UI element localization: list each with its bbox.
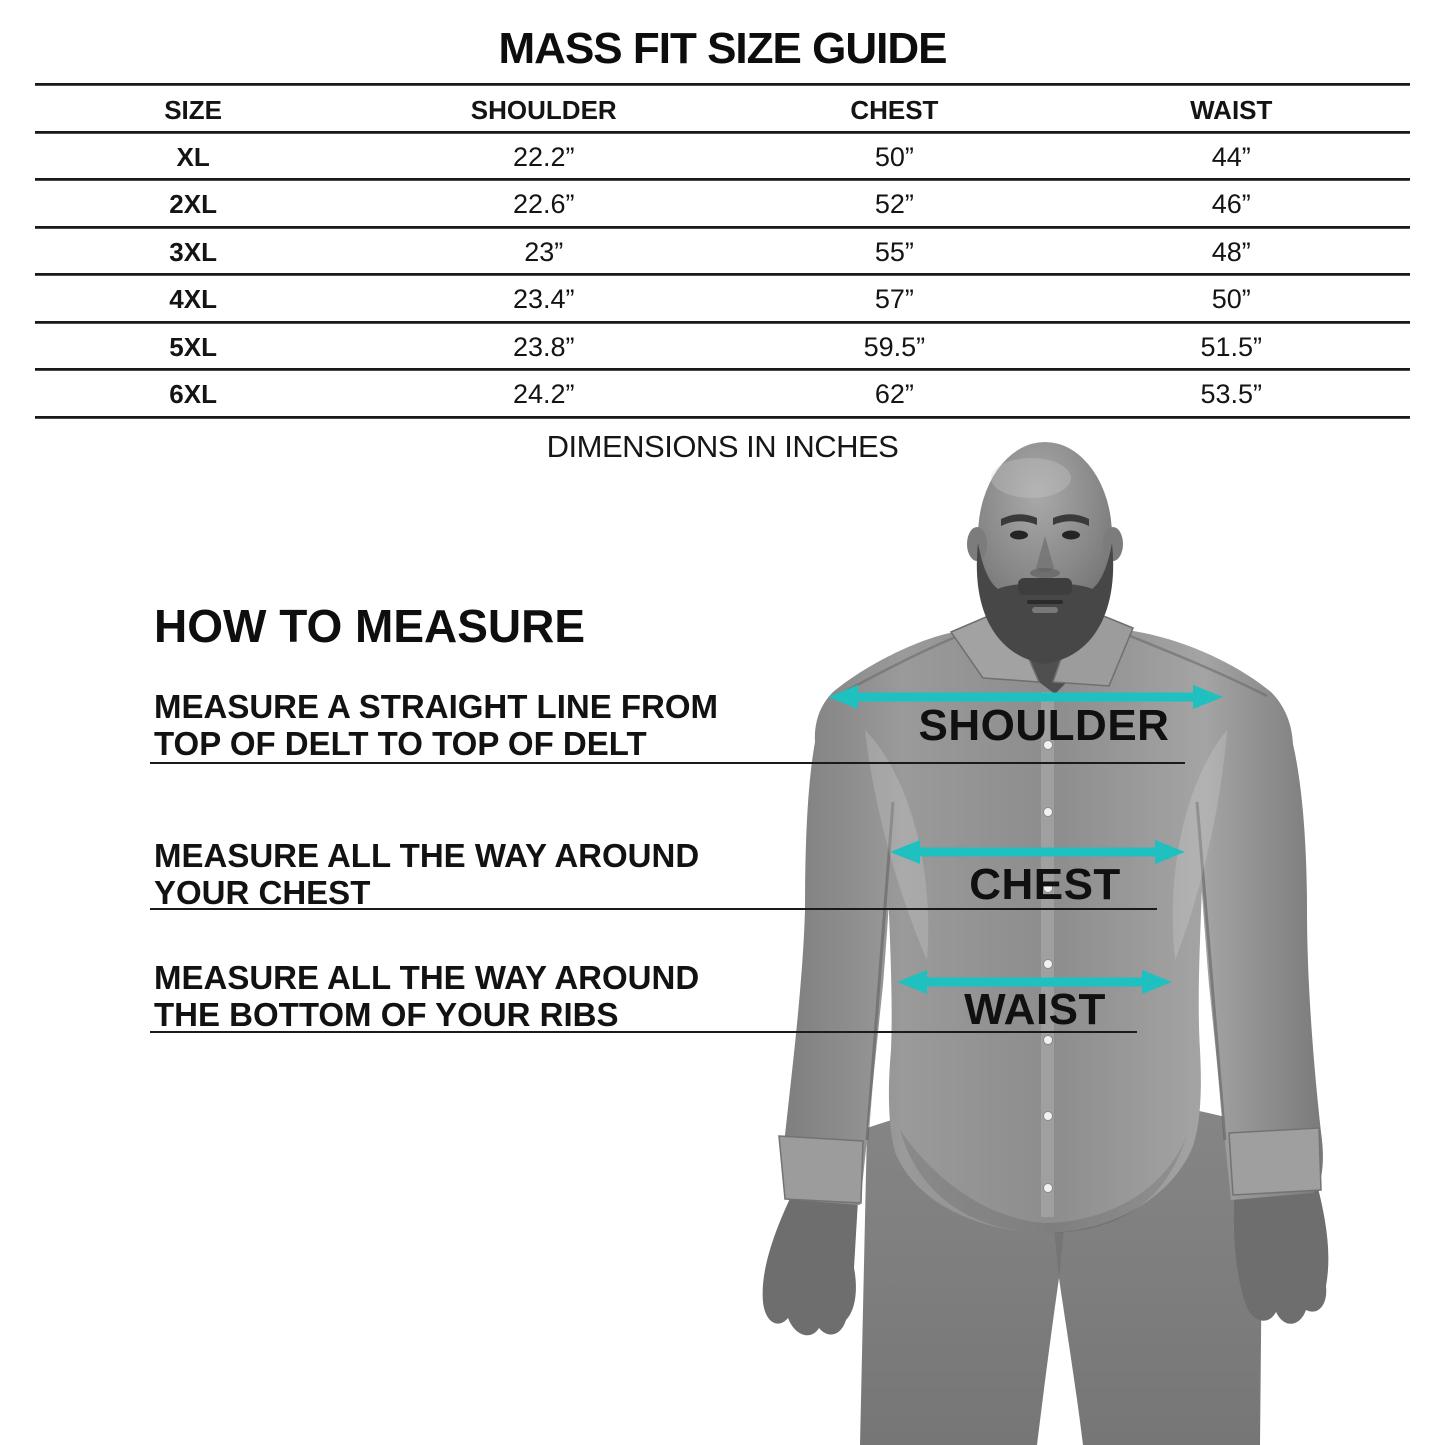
size-row-2xl (35, 184, 1410, 224)
table-header-size: SIZE (164, 94, 223, 125)
size-row-4xl (35, 279, 1410, 319)
chest-instruction-line2: YOUR CHEST (154, 874, 371, 911)
mustache (1018, 578, 1072, 595)
shoulder-instruction (154, 688, 718, 762)
table-header-chest: CHEST (850, 94, 939, 125)
table-rule (35, 178, 1410, 181)
cell-chest: 55” (874, 236, 914, 267)
waist-instruction (154, 959, 699, 1033)
size-row-5xl (35, 327, 1410, 367)
cell-chest: 52” (874, 188, 914, 219)
cell-waist: 50” (1211, 283, 1251, 314)
cell-shoulder: 23.8” (512, 331, 575, 362)
left-ear (967, 527, 987, 561)
nose-shadow (1030, 568, 1060, 578)
cell-size: 5XL (169, 331, 217, 362)
cell-size: 3XL (169, 236, 217, 267)
right-eye (1062, 531, 1080, 540)
table-rule (35, 368, 1410, 371)
right-hand (1234, 1188, 1328, 1324)
model-figure (715, 440, 1375, 1445)
shoulder-diagram-label: SHOULDER (918, 701, 1170, 750)
cell-waist: 53.5” (1200, 378, 1263, 409)
table-rule (35, 273, 1410, 276)
cell-size: 2XL (169, 188, 217, 219)
cell-shoulder: 24.2” (512, 378, 575, 409)
page-title: MASS FIT SIZE GUIDE (498, 24, 947, 73)
table-header-row (35, 89, 1410, 131)
shoulder-instruction-line1: MEASURE A STRAIGHT LINE FROM (154, 688, 719, 725)
lower-lip (1032, 607, 1058, 613)
size-row-6xl (35, 374, 1410, 414)
chest-instruction-line1: MEASURE ALL THE WAY AROUND (154, 837, 700, 874)
chest-instruction (154, 837, 699, 911)
table-rule (35, 321, 1410, 324)
chest-diagram-label: CHEST (969, 860, 1121, 909)
right-ear (1103, 527, 1123, 561)
size-table (35, 83, 1410, 423)
cell-chest: 57” (874, 283, 914, 314)
cell-shoulder: 22.6” (512, 188, 575, 219)
shoulder-instruction-line2: TOP OF DELT TO TOP OF DELT (154, 725, 647, 762)
waist-diagram-label: WAIST (964, 985, 1106, 1034)
cell-chest: 62” (874, 378, 914, 409)
cell-shoulder: 23” (524, 236, 564, 267)
waist-instruction-line2: THE BOTTOM OF YOUR RIBS (154, 996, 619, 1033)
cell-size: XL (176, 141, 210, 172)
cell-chest: 59.5” (863, 331, 926, 362)
model-photo (715, 440, 1375, 1445)
dimensions-note: DIMENSIONS IN INCHES (546, 429, 899, 464)
left-cuff (779, 1136, 863, 1203)
cell-waist: 51.5” (1200, 331, 1263, 362)
cell-waist: 44” (1211, 141, 1251, 172)
mouth (1027, 600, 1063, 604)
left-eye (1010, 531, 1028, 540)
table-rule (35, 131, 1410, 134)
cell-chest: 50” (874, 141, 914, 172)
cell-size: 6XL (169, 378, 217, 409)
cell-waist: 46” (1211, 188, 1251, 219)
waist-instruction-line1: MEASURE ALL THE WAY AROUND (154, 959, 700, 996)
table-rule (35, 416, 1410, 419)
table-rule (35, 226, 1410, 229)
table-rule (35, 83, 1410, 86)
table-header-waist: WAIST (1190, 94, 1273, 125)
cell-shoulder: 22.2” (512, 141, 575, 172)
cell-shoulder: 23.4” (512, 283, 575, 314)
how-to-measure-heading: HOW TO MEASURE (154, 600, 586, 652)
size-row-xl (35, 137, 1410, 177)
left-hand (763, 1192, 858, 1335)
size-row-3xl (35, 232, 1410, 272)
right-cuff (1229, 1128, 1321, 1195)
table-header-shoulder: SHOULDER (470, 94, 617, 125)
shoulder-rule-line (150, 762, 1185, 764)
button-placket (1041, 692, 1054, 1217)
cell-size: 4XL (169, 283, 217, 314)
cell-waist: 48” (1211, 236, 1251, 267)
